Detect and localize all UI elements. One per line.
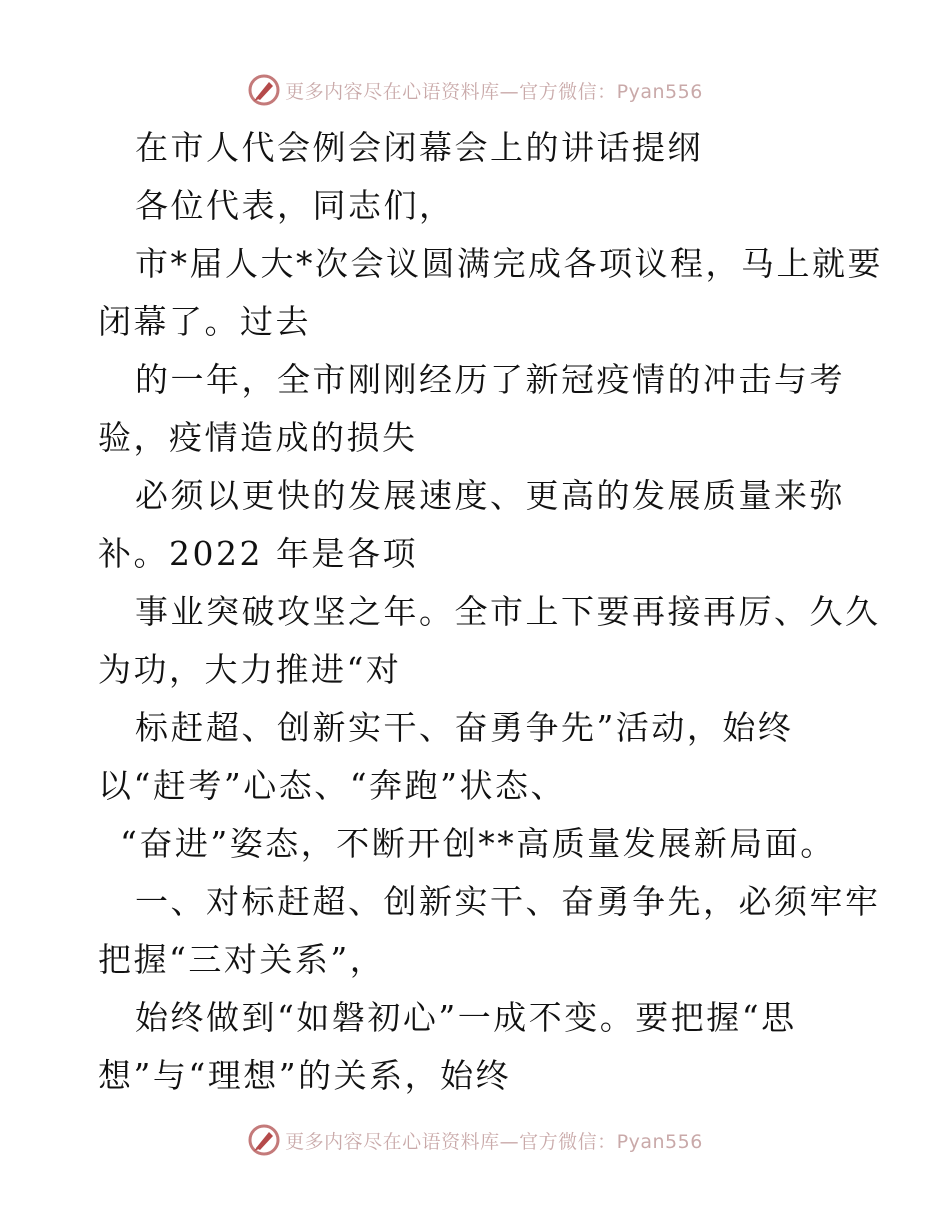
text-line: 补。2022 年是各项 — [98, 534, 418, 573]
text-line: “奋进”姿态，不断开创**高质量发展新局面。 — [120, 824, 836, 863]
text-line: 始终做到“如磐初心”一成不变。要把握“思 — [135, 998, 797, 1037]
section-heading: 一、对标赶超、创新实干、奋勇争先，必须牢牢 — [135, 882, 881, 921]
text-line: 事业突破攻坚之年。全市上下要再接再厉、久久 — [135, 592, 881, 631]
text-line: 闭幕了。过去 — [98, 302, 311, 341]
text-line: 的一年，全市刚刚经历了新冠疫情的冲击与考 — [135, 360, 845, 399]
pen-nib-logo-icon — [247, 1123, 281, 1157]
text-line: 市*届人大*次会议圆满完成各项议程，马上就要 — [135, 244, 883, 283]
text-line: 标赶超、创新实干、奋勇争先”活动，始终 — [135, 708, 794, 747]
watermark-banner-top — [0, 70, 950, 110]
text-line: 为功，大力推进“对 — [98, 650, 402, 689]
watermark-text: 更多内容尽在心语资料库—官方微信：Pyan556 — [285, 1130, 703, 1153]
text-line: 各位代表，同志们， — [135, 186, 455, 225]
text-line: 把握“三对关系”， — [98, 940, 386, 979]
watermark-banner-bottom — [0, 1120, 950, 1160]
text-line: 验，疫情造成的损失 — [98, 418, 418, 457]
document-title: 在市人代会例会闭幕会上的讲话提纲 — [135, 128, 703, 167]
watermark-text: 更多内容尽在心语资料库—官方微信：Pyan556 — [285, 80, 703, 103]
text-line: 以“赶考”心态、“奔跑”状态、 — [98, 766, 566, 805]
pen-nib-logo-icon — [247, 73, 281, 107]
text-line: 想”与“理想”的关系，始终 — [98, 1056, 512, 1095]
text-line: 必须以更快的发展速度、更高的发展质量来弥 — [135, 476, 845, 515]
